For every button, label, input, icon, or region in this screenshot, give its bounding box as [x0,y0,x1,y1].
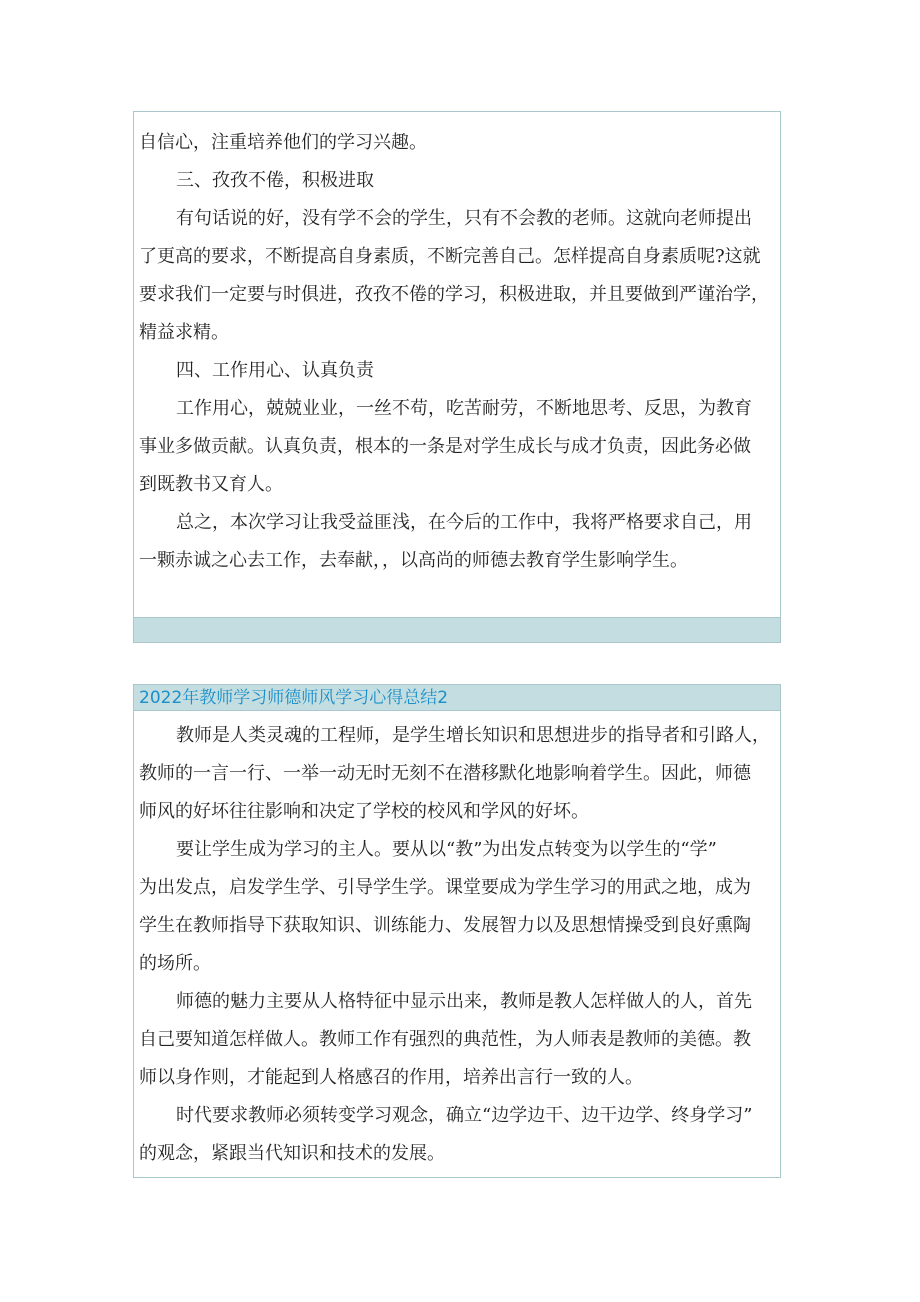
text-line: 要求我们一定要与时俱进，孜孜不倦的学习，积极进取，并且要做到严谨治学， [139,284,769,305]
text-line: 要让学生成为学习的主人。要从以“教”为出发点转变为以学生的“学” [176,839,717,860]
text-line: 四、工作用心、认真负责 [176,360,374,381]
text-line: 自己要知道怎样做人。教师工作有强烈的典范性，为人师表是教师的美德。教 [139,1029,751,1050]
text-line: 一颗赤诚之心去工作，去奉献，，以高尚的师德去教育学生影响学生。 [139,550,688,571]
text-line: 工作用心，兢兢业业，一丝不苟，吃苦耐劳，不断地思考、反思，为教育 [176,398,752,419]
section-2-title: 2022年教师学习师德师风学习心得总结2 [134,685,780,711]
text-line: 师德的魅力主要从人格特征中显示出来，教师是教人怎样做人的人，首先 [176,991,752,1012]
text-line: 的观念，紧跟当代知识和技术的发展。 [139,1143,445,1164]
text-line: 了更高的要求，不断提高自身素质，不断完善自己。怎样提高自身素质呢?这就 [139,246,761,267]
text-line: 三、孜孜不倦，积极进取 [176,170,374,191]
article-section-2 [133,684,781,1178]
text-line: 师风的好坏往往影响和决定了学校的校风和学风的好坏。 [139,801,589,822]
text-line: 教师的一言一行、一举一动无时无刻不在潜移默化地影响着学生。因此，师德 [139,763,751,784]
article-section-1 [133,111,781,643]
text-line: 师以身作则，才能起到人格感召的作用，培养出言行一致的人。 [139,1067,643,1088]
text-line: 有句话说的好，没有学不会的学生，只有不会教的老师。这就向老师提出 [176,208,752,229]
text-line: 事业多做贡献。认真负责，根本的一条是对学生成长与成才负责，因此务必做 [139,436,751,457]
section-1-body [134,112,780,580]
text-line: 精益求精。 [139,322,229,343]
text-line: 到既教书又育人。 [139,474,283,495]
text-line: 自信心，注重培养他们的学习兴趣。 [139,132,427,153]
section-2-body [134,711,780,1173]
text-line: 总之，本次学习让我受益匪浅，在今后的工作中，我将严格要求自己，用 [176,512,752,533]
text-line: 为出发点，启发学生学、引导学生学。课堂要成为学生学习的用武之地，成为 [139,877,751,898]
text-line: 学生在教师指导下获取知识、训练能力、发展智力以及思想情操受到良好熏陶 [139,915,751,936]
section-1-footer-bar [134,617,780,642]
text-line: 时代要求教师必须转变学习观念，确立“边学边干、边干边学、终身学习” [176,1105,753,1126]
text-line: 的场所。 [139,953,211,974]
text-line: 教师是人类灵魂的工程师，是学生增长知识和思想进步的指导者和引路人， [176,725,770,746]
